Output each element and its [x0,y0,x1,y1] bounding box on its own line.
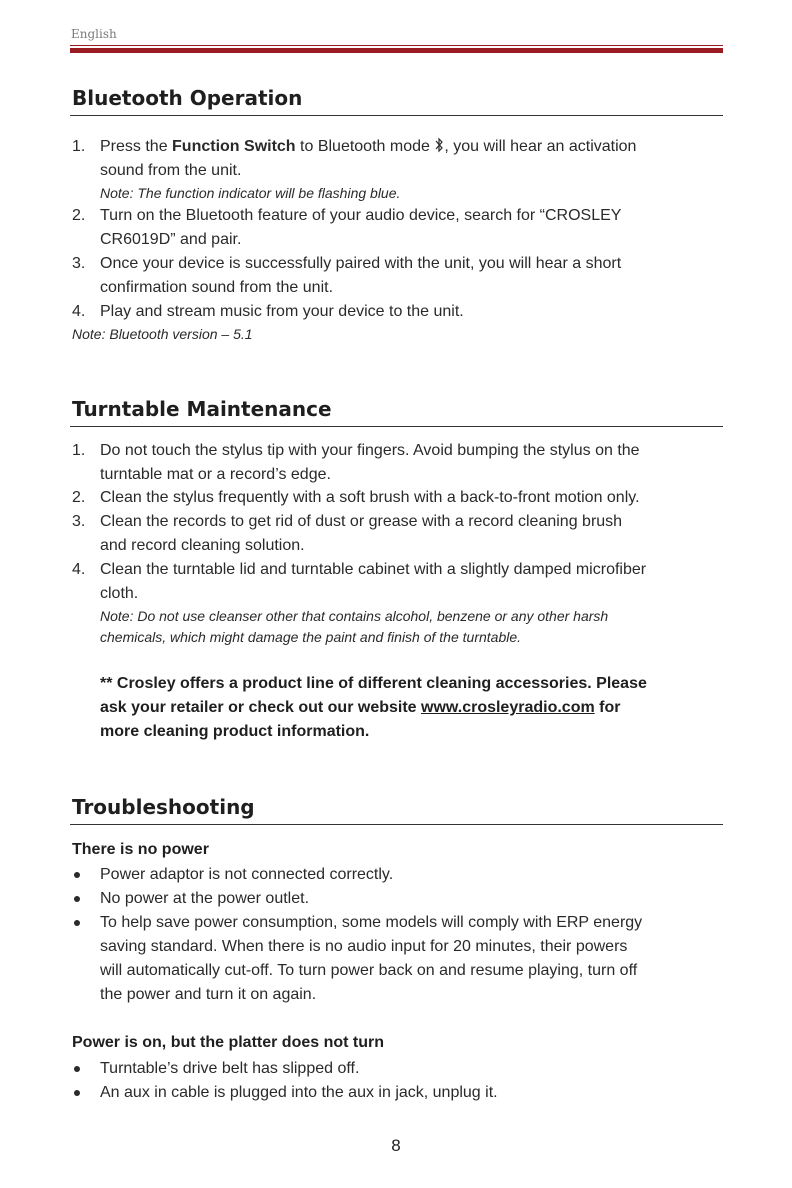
promo-text-cont [100,698,620,718]
bluetooth-step-2-cont: CR6019D” and pair. [100,231,242,248]
promo-text-part: ask your retailer or check out our website [100,699,421,716]
problem-heading-platter: Power is on, but the platter does not turn [72,1034,385,1051]
crosley-website-link[interactable]: www.crosleyradio.com [421,699,595,716]
section-title-troubleshooting: Troubleshooting [72,795,255,819]
maintenance-step-2: Clean the stylus frequently with a soft brush with a back-to-front motion only. [100,489,640,506]
step-number: 1. [72,442,86,459]
bullet-icon [74,872,80,878]
section-title-bluetooth: Bluetooth Operation [72,86,303,110]
header-language: English [71,27,117,41]
maintenance-note: Note: Do not use cleanser other that contains alcohol, benzene or any other harsh [100,608,609,624]
maintenance-note-cont: chemicals, which might damage the paint and finish of the turntable. [100,629,522,645]
promo-text-end: more cleaning product information. [100,723,370,740]
list-item: Turntable’s drive belt has slipped off. [100,1060,360,1077]
list-item: Power adaptor is not connected correctly. [100,866,394,883]
list-item: An aux in cable is plugged into the aux in jack, unplug it. [100,1084,498,1101]
page-number: 8 [391,1136,401,1155]
step-text: to Bluetooth mode [295,138,435,155]
list-item-cont: the power and turn it on again. [100,986,317,1003]
maintenance-step-3: Clean the records to get rid of dust or grease with a record cleaning brush [100,513,623,530]
section-rule-maintenance [70,426,723,427]
section-rule-bluetooth [70,115,723,116]
bluetooth-step-1-cont: sound from the unit. [100,162,242,179]
section-rule-troubleshooting [70,824,723,825]
bullet-icon [74,920,80,926]
maintenance-step-3-cont: and record cleaning solution. [100,537,305,554]
list-item-cont: saving standard. When there is no audio input for 20 minutes, their powers [100,938,628,955]
bluetooth-step-2: Turn on the Bluetooth feature of your audio device, search for “CROSLEY [100,207,622,224]
step-number: 4. [72,303,86,320]
step-number: 2. [72,207,86,224]
bullet-icon [74,1090,80,1096]
step-text: Press the [100,138,173,155]
problem-heading-no-power: There is no power [72,841,209,858]
section-title-maintenance: Turntable Maintenance [72,397,332,421]
step-number: 3. [72,513,86,530]
bluetooth-step-3: Once your device is successfully paired with the unit, you will hear a short [100,255,622,272]
promo-text: ** Crosley offers a product line of different cleaning accessories. Please [100,675,647,692]
maintenance-step-4-cont: cloth. [100,585,139,602]
step-number: 3. [72,255,86,272]
bluetooth-step-3-cont: confirmation sound from the unit. [100,279,334,296]
bluetooth-version-note: Note: Bluetooth version – 5.1 [72,326,253,342]
list-item-cont: will automatically cut-off. To turn power back on and resume playing, turn off [100,962,638,979]
bullet-icon [74,1066,80,1072]
bluetooth-step-1 [100,137,636,157]
promo-text-part: for [594,699,621,716]
header-rule-thin [70,45,723,46]
function-switch-label: Function Switch [172,138,296,155]
bluetooth-note-indicator: Note: The function indicator will be flashing blue. [100,185,401,201]
list-item: To help save power consumption, some models will comply with ERP energy [100,914,643,931]
bluetooth-step-4: Play and stream music from your device to the unit. [100,303,464,320]
maintenance-step-4: Clean the turntable lid and turntable cabinet with a slightly damped microfiber [100,561,647,578]
maintenance-step-1-cont: turntable mat or a record’s edge. [100,466,331,483]
header-rule [70,48,723,53]
step-text: , you will hear an activation [444,138,637,155]
step-number: 1. [72,138,86,155]
step-number: 2. [72,489,86,506]
bluetooth-icon [434,137,444,153]
step-number: 4. [72,561,86,578]
bullet-icon [74,896,80,902]
maintenance-step-1: Do not touch the stylus tip with your fingers. Avoid bumping the stylus on the [100,442,640,459]
list-item: No power at the power outlet. [100,890,310,907]
